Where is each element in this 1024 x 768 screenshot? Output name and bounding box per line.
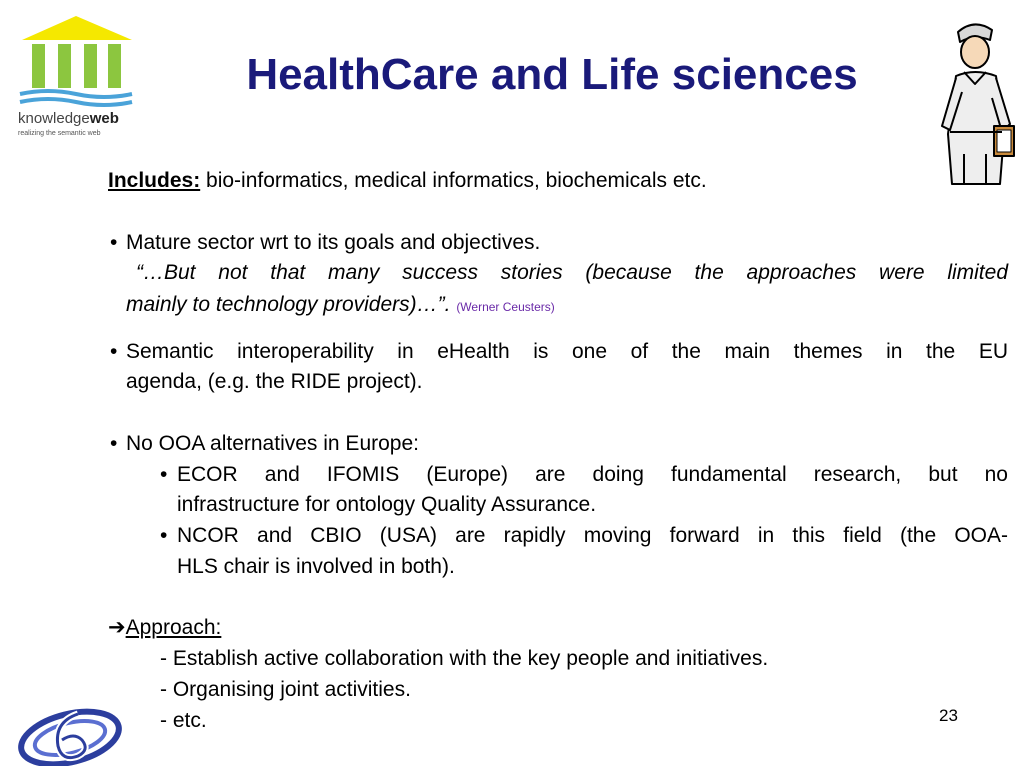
sub-bullet-2-line-2: HLS chair is involved in both). <box>177 555 455 578</box>
sub-bullet-2-line-1: NCOR and CBIO (USA) are rapidly moving forward in this field (the OOA- <box>177 524 1008 547</box>
includes-label: Includes: <box>108 169 201 192</box>
bullet-1-quote-end: mainly to technology providers)…”. <box>126 293 451 316</box>
sub-bullet-1-line-1: ECOR and IFOMIS (Europe) are doing fundamental research, but no <box>177 463 1008 486</box>
bullet-2-line-2: agenda, (e.g. the RIDE project). <box>126 370 423 393</box>
bullet-1-quote-line-1: “…But not that many success stories (because the approaches were limited <box>136 261 1008 284</box>
slide-title: HealthCare and Life sciences <box>246 50 858 99</box>
bullet-marker: • <box>110 340 118 363</box>
includes-text: bio-informatics, medical informatics, biochemicals etc. <box>200 169 707 192</box>
sub-bullet-1-line-2: infrastructure for ontology Quality Assurance. <box>177 493 597 516</box>
approach-label: Approach: <box>125 616 222 639</box>
sub-bullet-marker: • <box>160 463 168 486</box>
approach-item-2: - Organising joint activities. <box>160 678 411 701</box>
quote-reference: (Werner Ceusters) <box>456 300 555 314</box>
arrow-icon: ➔ <box>108 616 126 639</box>
approach-heading <box>108 613 221 643</box>
bullet-2-line-1: Semantic interoperability in eHealth is one of the main themes in the EU <box>126 340 1008 363</box>
sub-bullet-marker: • <box>160 524 168 547</box>
fp6-logo <box>18 706 122 766</box>
nurse-icon <box>930 14 1022 186</box>
bullet-marker: • <box>110 432 118 455</box>
logo-tagline: realizing the semantic web <box>18 130 101 137</box>
nurse-illustration <box>930 14 1022 186</box>
page-number: 23 <box>939 706 958 725</box>
approach-item-1: - Establish active collaboration with the key people and initiatives. <box>160 647 769 670</box>
bullet-1-quote-line-2 <box>126 290 555 322</box>
bullet-3-text: No OOA alternatives in Europe: <box>126 432 419 455</box>
approach-item-3: - etc. <box>160 709 207 732</box>
sixth-framework-logo-icon <box>18 706 122 766</box>
bullet-marker: • <box>110 231 118 254</box>
includes-line <box>108 166 707 196</box>
logo-wordmark: knowledgeweb <box>18 110 119 127</box>
bullet-1-text: Mature sector wrt to its goals and objectives. <box>126 231 541 254</box>
